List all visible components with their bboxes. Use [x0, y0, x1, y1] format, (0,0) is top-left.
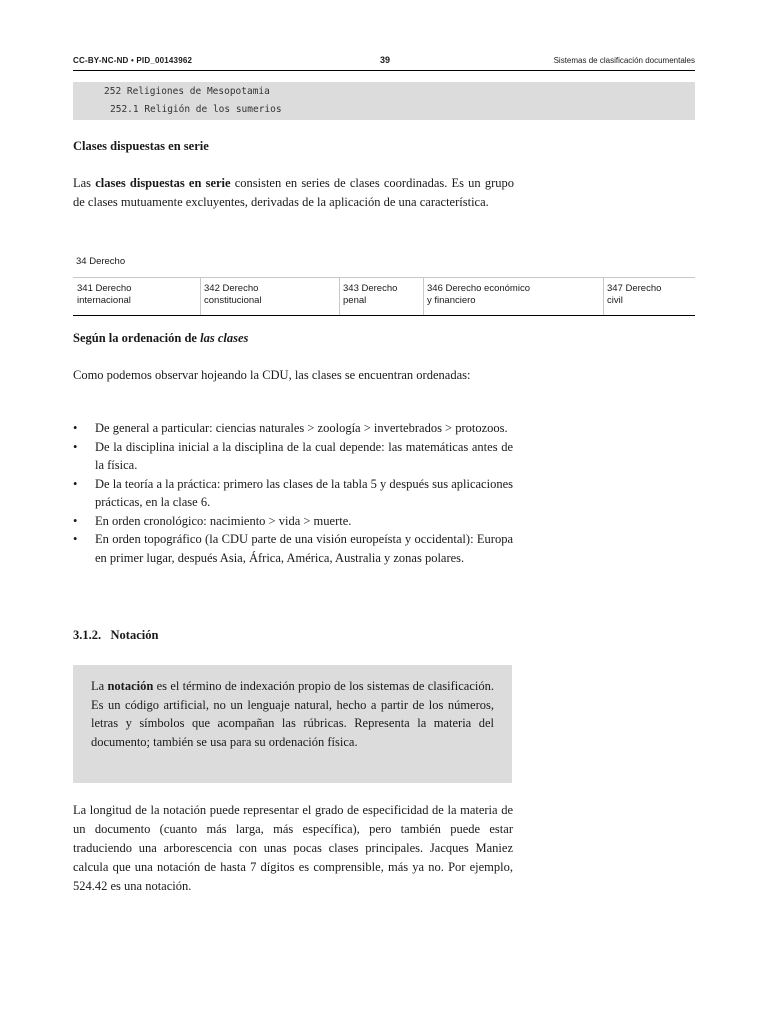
table-cell: 341 Derecho internacional: [77, 283, 132, 306]
table-cell: 346 Derecho económico y financiero: [427, 283, 530, 306]
page-header: [73, 56, 695, 70]
list-item: • En orden cronológico: nacimiento > vida > muerte.: [73, 513, 352, 528]
code-line: 252.1 Religión de los sumerios: [110, 104, 282, 115]
section-heading-series: Clases dispuestas en serie: [73, 139, 209, 153]
list-item: • De la teoría a la práctica: primero las clases de la tabla 5 y después sus aplicaciones prácticas, en la clase 6.: [73, 476, 513, 509]
term-bold: notación: [107, 679, 154, 693]
code-line: 252 Religiones de Mesopotamia: [104, 86, 270, 97]
table-cell: 343 Derecho penal: [343, 283, 398, 306]
license-label: CC-BY-NC-ND • PID_00143962: [73, 56, 193, 65]
table-cell: 342 Derecho constitucional: [204, 283, 262, 306]
list-item: • De la disciplina inicial a la disciplina de la cual depende: las matemáticas antes de la física.: [73, 439, 513, 472]
term-bold: clases dispuestas en serie: [95, 176, 231, 190]
definition-box: [73, 665, 512, 783]
section-heading-notation: 3.1.2. Notación: [73, 628, 159, 642]
classes-table: [73, 277, 695, 316]
order-intro: Como podemos observar hojeando la CDU, las clases se encuentran ordenadas:: [73, 368, 471, 382]
header-divider: [73, 70, 695, 71]
table-cell: 347 Derecho civil: [607, 283, 662, 306]
series-paragraph: Las clases dispuestas en serie consisten en series de clases coordinadas. Es un grupo de clases mutuamente excluyentes, derivadas de la aplicación de una característica.: [73, 176, 514, 209]
page-number: 39: [380, 55, 391, 65]
heading-italic: las clases: [200, 331, 249, 345]
notation-paragraph: La longitud de la notación puede representar el grado de especificidad de la materia de un documento (cuanto más larga, más específica), pero también puede estar traduciendo una arborescencia con unas pocas clases principales. Jacques Maniez calcula que una notación de hasta 7 dígitos es comprensible, más ya no. Por ejemplo, 524.42 es una notación.: [73, 803, 513, 893]
running-title: Sistemas de clasificación documentales: [553, 56, 695, 65]
list-item: • En orden topográfico (la CDU parte de una visión europeísta y occidental): Europa en primer lugar, después Asia, África, América, Australia y zonas polares.: [73, 532, 513, 565]
code-example-box: [73, 82, 695, 120]
list-item: • De general a particular: ciencias naturales > zoología > invertebrados > protozoos.: [73, 421, 508, 435]
section-heading-order: Según la ordenación de las clases: [73, 331, 249, 345]
order-list: [73, 419, 513, 567]
definition-text: La notación es el término de indexación propio de los sistemas de clasificación. Es un código artificial, no un lenguaje natural, hecho a partir de los números, letras y símbolos que acompañan las rúbricas. Representa la materia del documento; también se usa para su ordenación física.: [91, 679, 494, 749]
table-caption: 34 Derecho: [76, 256, 126, 267]
